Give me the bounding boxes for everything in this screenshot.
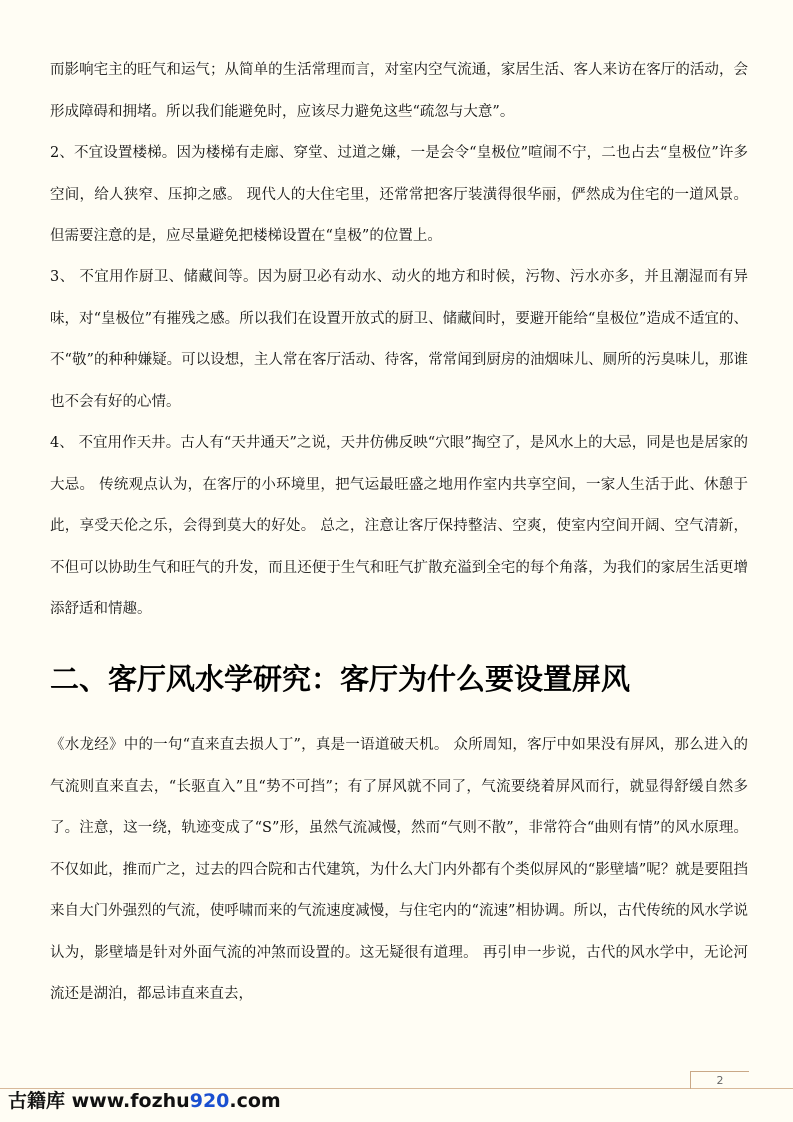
site-watermark: [8, 1088, 281, 1114]
paragraph-item-4: 4、 不宜用作天井。古人有“天井通天”之说，天井仿佛反映“穴眼”掏空了，是风水上的大忌，同是也是居家的大忌。 传统观点认为，在客厅的小环境里，把气运最旺盛之地用作室内共享空间，一家人生活于此、休憩于此，享受天伦之乐，会得到莫大的好处。 总之，注意让客厅保持整洁、空爽，使室内空间开阔、空气清新，不但可以协助生气和旺气的升发，而且还便于生气和旺气扩散充溢到全宅的每个角落，为我们的家居生活更增添舒适和情趣。: [50, 435, 748, 617]
paragraph-item-2: 2、不宜设置楼梯。因为楼梯有走廊、穿堂、过道之嫌，一是会令“皇极位”喧闹不宁，二也占去“皇极位”许多空间，给人狭窄、压抑之感。 现代人的大住宅里，还常常把客厅装潢得很华丽，俨然成为住宅的一道风景。但需要注意的是，应尽量避免把楼梯设置在“皇极”的位置上。: [50, 145, 748, 244]
watermark-suffix: .com: [229, 1090, 281, 1112]
paragraph-item-3: 3、 不宜用作厨卫、储藏间等。因为厨卫必有动水、动火的地方和时候，污物、污水亦多，并且潮湿而有异味，对“皇极位”有摧残之感。所以我们在设置开放式的厨卫、储藏间时，要避开能给“皇极位”造成不适宜的、不“敬”的种种嫌疑。可以设想，主人常在客厅活动、待客，常常闻到厨房的油烟味儿、厕所的污臭味儿，那谁也不会有好的心情。: [50, 269, 748, 410]
paragraph-continuation: 而影响宅主的旺气和运气；从简单的生活常理而言，对室内空气流通，家居生活、客人来访在客厅的活动，会形成障碍和拥堵。所以我们能避免时，应该尽力避免这些“疏忽与大意”。: [50, 62, 748, 120]
watermark-prefix: 古籍库 www.fozhu: [8, 1090, 190, 1112]
watermark-number: 920: [189, 1090, 230, 1112]
paragraph-section-body: 《水龙经》中的一句“直来直去损人丁”，真是一语道破天机。 众所周知，客厅中如果没有屏风，那么进入的气流则直来直去，“长驱直入”且“势不可挡”；有了屏风就不同了，气流要绕着屏风而行，就显得舒缓自然多了。注意，这一绕，轨迹变成了“S”形，虽然气流减慢，然而“气则不散”，非常符合“曲则有情”的风水原理。 不仅如此，推而广之，过去的四合院和古代建筑，为什么大门内外都有个类似屏风的“影壁墙”呢？就是要阻挡来自大门外强烈的气流，使呼啸而来的气流速度减慢，与住宅内的“流速”相协调。所以，古代传统的风水学说认为，影壁墙是针对外面气流的冲煞而设置的。这无疑很有道理。 再引申一步说，古代的风水学中，无论河流还是湖泊，都忌讳直来直去，: [50, 737, 748, 1002]
section-heading: 二、客厅风水学研究：客厅为什么要设置屏风: [50, 662, 631, 696]
page-number: 2: [690, 1071, 749, 1089]
